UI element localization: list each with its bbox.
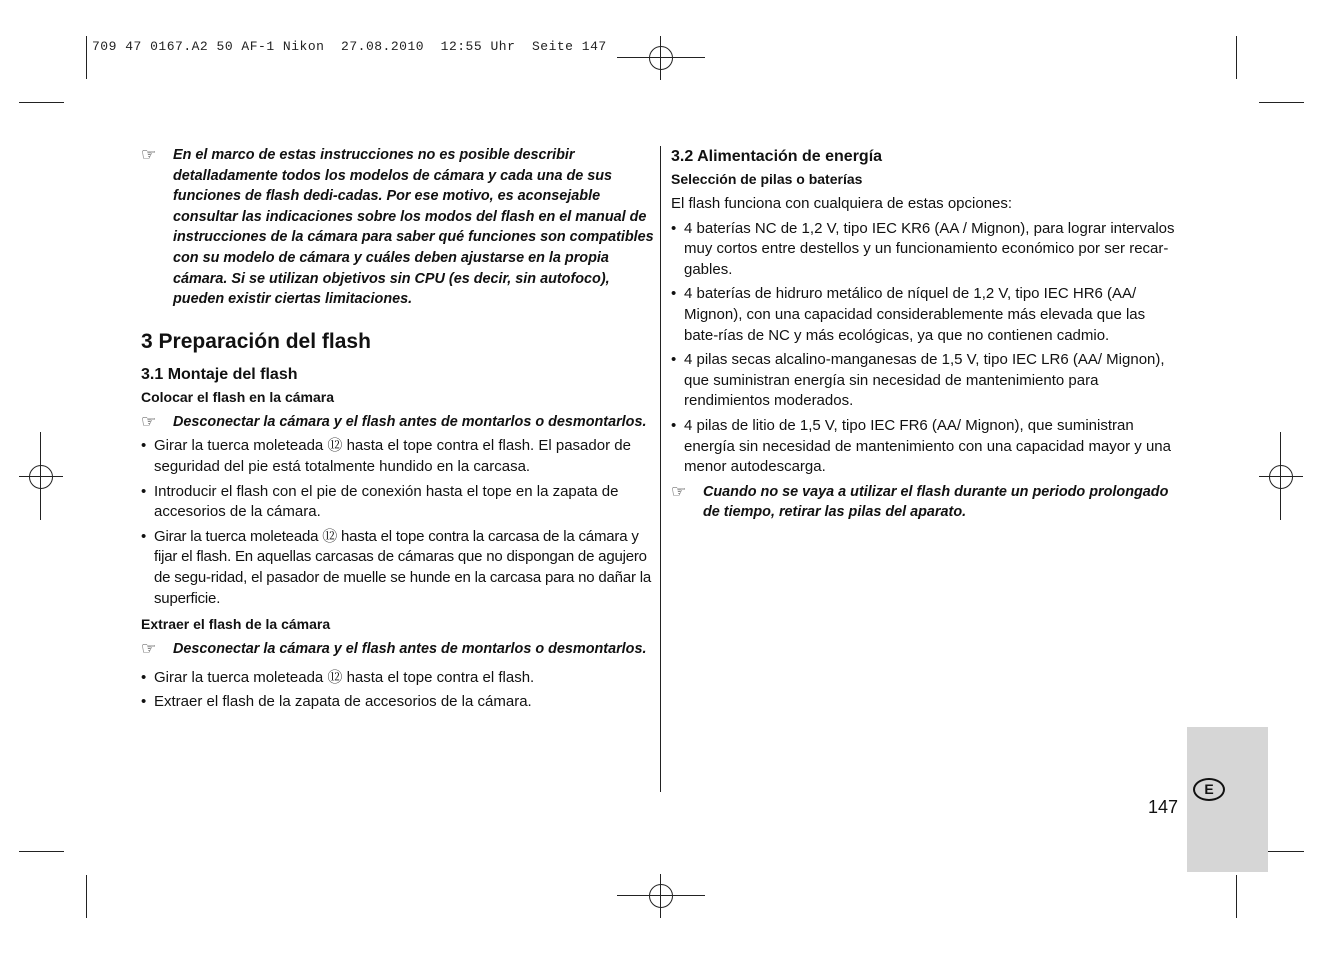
intro-text: El flash funciona con cualquiera de estas opciones: [671, 195, 1013, 212]
registration-mark [649, 884, 673, 908]
bullet-icon: • [671, 219, 677, 237]
battery-heading: Selección de pilas o baterías [671, 171, 863, 187]
bullet-icon: • [141, 527, 147, 545]
page-number: 147 [1148, 797, 1179, 817]
registration-mark [29, 465, 53, 489]
registration-mark [1259, 476, 1303, 477]
list-item-text: Girar la tuerca moleteada ⑫ hasta el tope contra el flash. [154, 668, 535, 686]
registration-mark [617, 895, 705, 896]
bullet-icon: • [671, 416, 677, 434]
bullet-icon: • [141, 668, 147, 686]
remove-heading: Extraer el flash de la cámara [141, 616, 331, 633]
crop-mark [1236, 875, 1237, 918]
right-column [671, 146, 1183, 523]
registration-mark [660, 36, 661, 80]
list-item [671, 219, 1183, 281]
bullet-icon: • [671, 351, 677, 369]
list-item-text: 4 baterías de hidruro metálico de níquel de 1,2 V, tipo IEC HR6 (AA/ Mignon), con una capacidad considerablemente más elevada que las bate-rías de NC y más ecológicas, ya que no contienen cadmio. [684, 285, 1146, 344]
bullet-icon: • [671, 285, 677, 303]
bullet-icon: • [141, 437, 147, 455]
note-text: Cuando no se vaya a utilizar el flash durante un periodo prolongado de tiempo, retirar las pilas del aparato. [703, 483, 1169, 521]
crop-mark [86, 36, 87, 79]
list-item [141, 482, 656, 523]
list-item [671, 350, 1183, 412]
registration-mark [1269, 465, 1293, 489]
crop-mark [19, 851, 64, 852]
list-item-text: Girar la tuerca moleteada ⑫ hasta el tope contra el flash. El pasador de seguridad del pie está totalmente hundido en la carcasa. [154, 437, 631, 475]
registration-mark [649, 46, 673, 70]
crop-mark [86, 875, 87, 918]
registration-mark [40, 432, 41, 520]
bullet-icon: • [141, 693, 147, 711]
bullet-icon: • [141, 482, 147, 500]
list-item [141, 692, 656, 713]
registration-mark [660, 874, 661, 918]
language-tab [1187, 727, 1268, 872]
hand-pointer-icon: ☞ [141, 411, 157, 431]
note-remove-warning [141, 639, 656, 660]
note-text: En el marco de estas instrucciones no es posible describir detalladamente todos los modelos de cámara y cada una de sus funciones de flash dedi-cadas. Por ese motivo, es aconsejable consultar las indicaciones sobre los modos del flash en el manual de instrucciones de la cámara para saber qué funciones son compatibles con su modelo de cámara y cuáles deben ajustarse en la propia cámara. Si se utilizan objetivos sin CPU (es decir, sin autofoco), pueden existir ciertas limitaciones. [173, 147, 654, 308]
list-item-text: 4 pilas secas alcalino-manganesas de 1,5 V, tipo IEC LR6 (AA/ Mignon), que suministran energía sin necesidad de mantenimiento para rendimientos moderados. [684, 351, 1165, 410]
registration-mark [617, 57, 705, 58]
column-divider [660, 146, 661, 792]
list-item-text: Introducir el flash con el pie de conexión hasta el tope en la zapata de accesorios de la cámara. [154, 482, 619, 521]
note-camera-models [141, 145, 656, 310]
hand-pointer-icon: ☞ [141, 145, 157, 164]
note-remove-batteries [671, 482, 1183, 523]
registration-mark [19, 476, 63, 477]
list-item-text: Girar la tuerca moleteada ⑫ hasta el tope contra la carcasa de la cámara y fijar el flash. En aquellas carcasas de cámaras que no dispongan de agujero de segu-ridad, el pasador de muelle se hunde en la carcasa para no dañar la superficie. [154, 527, 652, 607]
list-item-text: 4 baterías NC de 1,2 V, tipo IEC KR6 (AA / Mignon), para lograr intervalos muy cortos entre destellos y un funcionamiento económico por ser recar-gables. [684, 219, 1175, 278]
hand-pointer-icon: ☞ [141, 639, 157, 659]
language-badge: E [1193, 778, 1225, 801]
hand-pointer-icon: ☞ [671, 481, 687, 501]
note-mount-warning [141, 412, 656, 433]
list-item-text: 4 pilas de litio de 1,5 V, tipo IEC FR6 (AA/ Mignon), que suministran energía sin necesidad de mantenimiento con una capacidad mayor y una menor autodescarga. [684, 416, 1171, 476]
crop-mark [1236, 36, 1237, 79]
left-column [141, 145, 656, 713]
mount-heading: Colocar el flash en la cámara [141, 388, 334, 405]
section-title: 3 Preparación del flash [141, 329, 371, 353]
crop-mark [1259, 102, 1304, 103]
crop-mark [19, 102, 64, 103]
print-job-line: 709 47 0167.A2 50 AF-1 Nikon 27.08.2010 12:55 Uhr Seite 147 [92, 39, 607, 54]
note-text: Desconectar la cámara y el flash antes de montarlos o desmontarlos. [173, 641, 647, 658]
list-item [141, 436, 656, 477]
list-item [141, 668, 656, 689]
registration-mark [1280, 432, 1281, 520]
list-item [671, 416, 1183, 478]
list-item [141, 527, 656, 609]
subsection-title: 3.1 Montaje del flash [141, 365, 298, 383]
list-item-text: Extraer el flash de la zapata de accesorios de la cámara. [154, 693, 532, 711]
note-text: Desconectar la cámara y el flash antes de montarlos o desmontarlos. [173, 413, 647, 430]
list-item [671, 284, 1183, 346]
subsection-title: 3.2 Alimentación de energía [671, 148, 883, 165]
